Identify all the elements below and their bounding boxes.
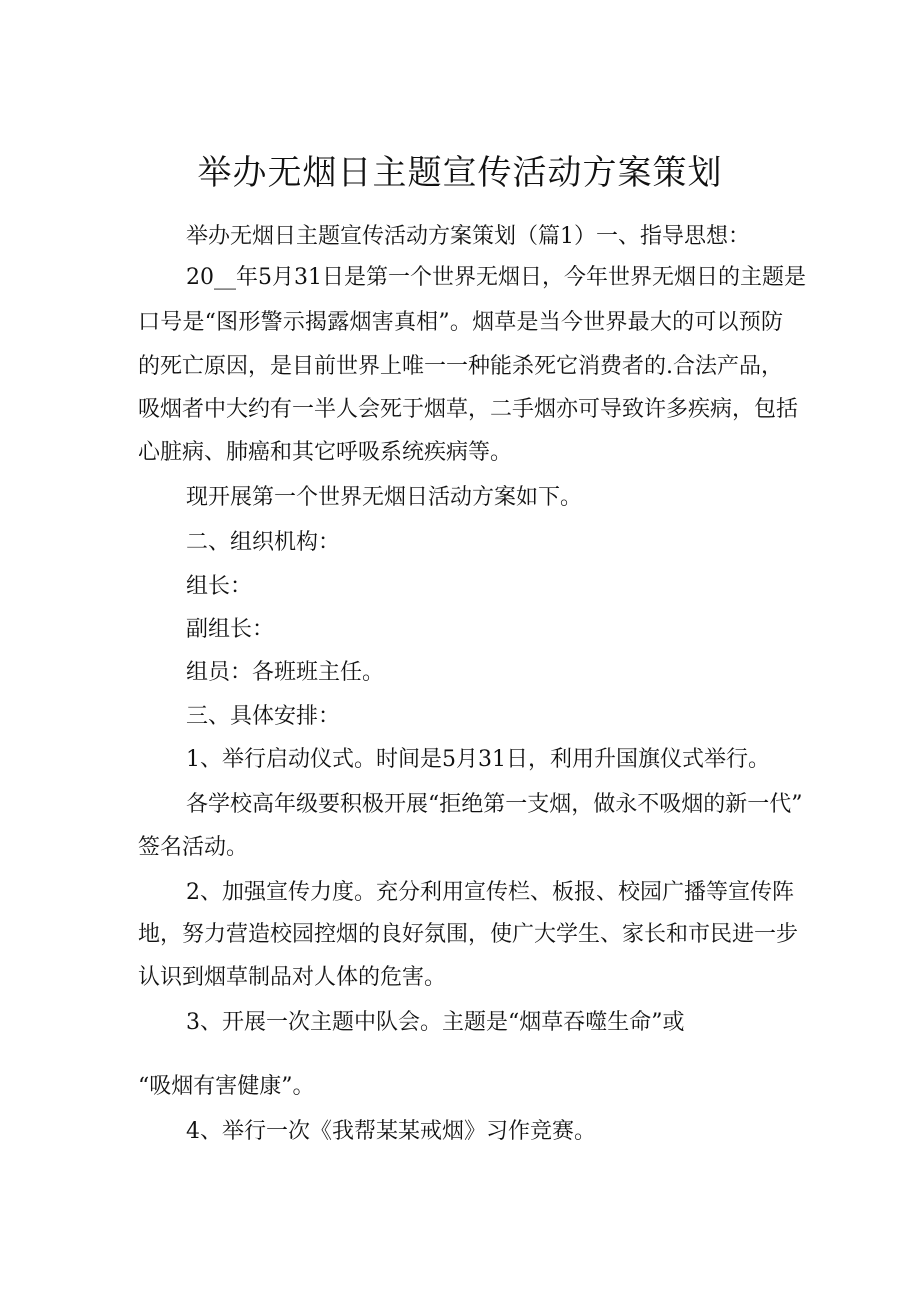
paragraph-line: 举办无烟日主题宣传活动方案策划（篇1）一、指导思想： [186,224,750,249]
paragraph-line: 副组长： [186,617,275,642]
paragraph-line: 3、开展一次主题中队会。主题是“烟草吞噬生命”或 [186,1010,685,1035]
paragraph-line: 组员：各班班主任。 [186,660,385,685]
document-title: 举办无烟日主题宣传活动方案策划 [197,152,723,193]
paragraph-line: 各学校高年级要积极开展“拒绝第一支烟，做永不吸烟的新一代” [186,792,803,817]
paragraph-line: 组长： [186,574,253,599]
paragraph-line: 地，努力营造校园控烟的良好氛围，使广大学生、家长和市民进一步 [138,922,799,947]
paragraph-line: 2、加强宣传力度。充分利用宣传栏、板报、校园广播等宣传阵 [186,880,794,905]
paragraph-line: 认识到烟草制品对人体的危害。 [138,965,447,990]
paragraph-line: 口号是“图形警示揭露烟害真相”。烟草是当今世界最大的可以预防 [138,310,783,335]
section-heading: 三、具体安排： [186,704,341,729]
paragraph-line: 现开展第一个世界无烟日活动方案如下。 [186,485,583,510]
paragraph-line: 1、举行启动仪式。时间是5月31日，利用升国旗仪式举行。 [186,747,770,772]
paragraph-line: 签名活动。 [138,835,249,860]
section-heading: 二、组织机构： [186,530,341,555]
paragraph-line: 的死亡原因，是目前世界上唯一一种能杀死它消费者的.合法产品， [138,354,783,379]
paragraph-line: 心脏病、肺癌和其它呼吸系统疾病等。 [138,440,513,465]
paragraph-line: 吸烟者中大约有一半人会死于烟草，二手烟亦可导致许多疾病，包括 [138,397,799,422]
paragraph-line: 20__年5月31日是第一个世界无烟日，今年世界无烟日的主题是 [186,265,806,290]
paragraph-line: “吸烟有害健康”。 [138,1074,315,1099]
paragraph-line: 4、举行一次《我帮某某戒烟》习作竞赛。 [186,1119,596,1144]
